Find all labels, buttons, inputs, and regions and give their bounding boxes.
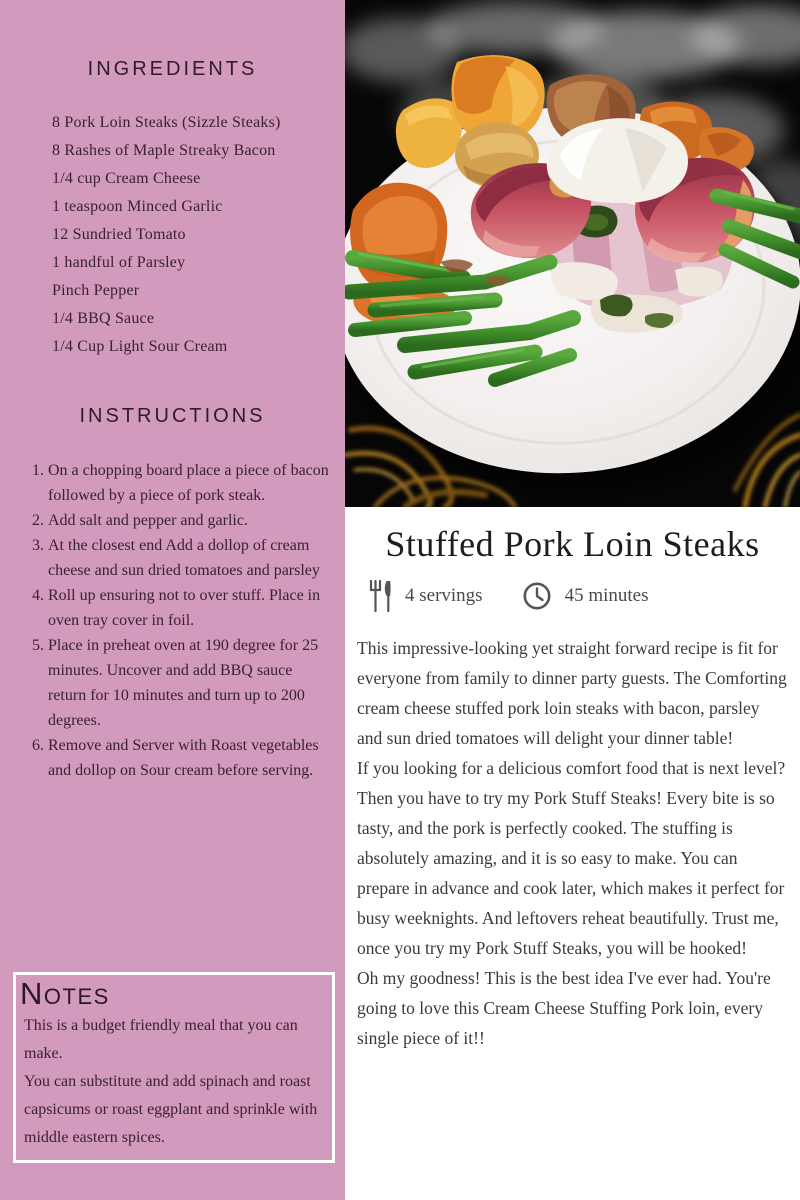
time-label: 45 minutes: [564, 585, 649, 606]
recipe-content: [345, 507, 800, 1053]
instruction-step: 1. On a chopping board place a piece of bacon followed by a piece of pork steak.: [48, 458, 333, 508]
notes-line: This is a budget friendly meal that you can make.: [24, 1016, 298, 1062]
ingredient-item: 1/4 Cup Light Sour Cream: [52, 338, 228, 355]
description-paragraph: Oh my goodness! This is the best idea I've ever had. You're going to love this Cream Cheese Stuffing Pork loin, every single piece of it!!: [357, 968, 771, 1048]
main-column: [345, 0, 800, 1200]
description-paragraph: This impressive-looking yet straight forward recipe is fit for everyone from family to dinner party guests. The Comforting cream cheese stuffed pork loin steaks with bacon, parsley and sun dried tomatoes will delight your dinner table!: [357, 638, 787, 748]
notes-text: [20, 1012, 324, 1152]
ingredient-item: Pinch Pepper: [52, 282, 140, 299]
clock-icon: [521, 580, 553, 612]
sidebar: [0, 0, 345, 1200]
instruction-step: 6. Remove and Server with Roast vegetables and dollop on Sour cream before serving.: [48, 733, 333, 783]
page-title: Stuffed Pork Loin Steaks: [385, 524, 760, 564]
ingredients-list: [0, 109, 345, 361]
instruction-step: 5. Place in preheat oven at 190 degree for 25 minutes. Uncover and add BBQ sauce return for 10 minutes and turn up to 200 degrees.: [48, 633, 333, 733]
ingredient-item: 1 teaspoon Minced Garlic: [52, 198, 223, 215]
notes-box: [13, 972, 335, 1163]
ingredient-item: 1/4 cup Cream Cheese: [52, 170, 201, 187]
description-paragraph: If you looking for a delicious comfort food that is next level? Then you have to try my Pork Stuff Steaks! Every bite is so tasty, and the pork is perfectly cooked. The stuffing is absolutely amazing, and it is so easy to make. You can prepare in advance and cook later, which makes it perfect for busy weeknights. And leftovers reheat beautifully. Trust me, once you try my Pork Stuff Steaks, you will be hooked!: [357, 758, 786, 958]
instructions-list: [0, 458, 345, 783]
instruction-step: 3. At the closest end Add a dollop of cream cheese and sun dried tomatoes and parsley: [48, 533, 333, 583]
instructions-heading: INSTRUCTIONS: [79, 405, 266, 427]
recipe-description: [357, 633, 788, 1053]
fork-knife-icon: [367, 579, 393, 613]
ingredient-item: 8 Rashes of Maple Streaky Bacon: [52, 142, 276, 159]
ingredient-item: 1 handful of Parsley: [52, 254, 186, 271]
recipe-meta: [367, 579, 788, 613]
recipe-photo: [345, 0, 800, 507]
ingredient-item: 8 Pork Loin Steaks (Sizzle Steaks): [52, 114, 281, 131]
ingredient-item: 1/4 BBQ Sauce: [52, 310, 155, 327]
instruction-step: 2. Add salt and pepper and garlic.: [48, 508, 333, 533]
ingredients-heading: INGREDIENTS: [87, 58, 258, 80]
instruction-step: 4. Roll up ensuring not to over stuff. Place in oven tray cover in foil.: [48, 583, 333, 633]
notes-heading: Notes: [20, 976, 110, 1011]
servings-label: 4 servings: [405, 585, 483, 606]
ingredient-item: 12 Sundried Tomato: [52, 226, 186, 243]
notes-line: You can substitute and add spinach and roast capsicums or roast eggplant and sprinkle with middle eastern spices.: [24, 1072, 318, 1146]
